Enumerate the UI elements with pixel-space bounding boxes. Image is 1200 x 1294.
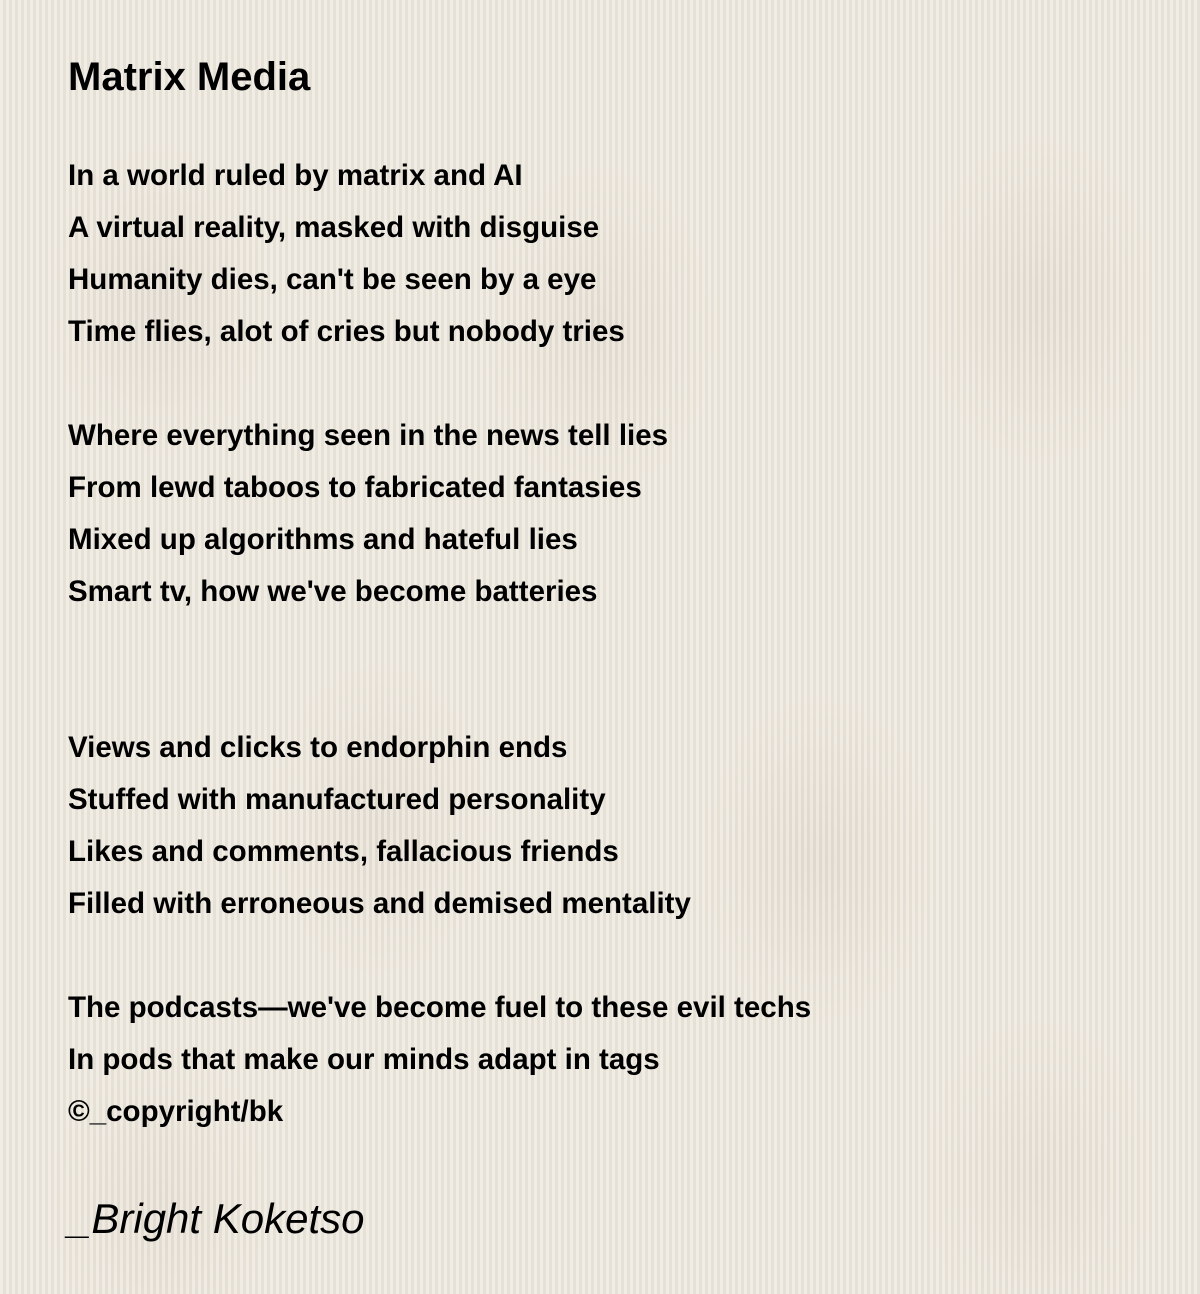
poem-line: The podcasts—we've become fuel to these evil techs <box>68 991 812 1024</box>
poem-line: In pods that make our minds adapt in tags <box>68 1043 660 1076</box>
stanza-break <box>68 358 811 410</box>
stanza-break <box>68 670 811 722</box>
poem-line: In a world ruled by matrix and AI <box>68 159 523 192</box>
poem-line: Time flies, alot of cries but nobody tries <box>68 315 625 348</box>
poem-line: Where everything seen in the news tell lies <box>68 419 669 452</box>
poem-body <box>68 150 811 1138</box>
poem-title: Matrix Media <box>68 55 311 99</box>
copyright-line: ©_copyright/bk <box>68 1095 284 1128</box>
poem-line: A virtual reality, masked with disguise <box>68 211 600 244</box>
poem-line: From lewd taboos to fabricated fantasies <box>68 471 642 504</box>
poem-line: Stuffed with manufactured personality <box>68 783 606 816</box>
poem-line: Humanity dies, can't be seen by a eye <box>68 263 597 296</box>
stanza-break <box>68 618 811 670</box>
poem-line: Smart tv, how we've become batteries <box>68 575 598 608</box>
poem-line: Views and clicks to endorphin ends <box>68 731 568 764</box>
poem-line: Mixed up algorithms and hateful lies <box>68 523 578 556</box>
poem-author: _Bright Koketso <box>68 1195 365 1242</box>
poem-line: Likes and comments, fallacious friends <box>68 835 619 868</box>
poem-line: Filled with erroneous and demised mentality <box>68 887 691 920</box>
stanza-break <box>68 930 811 982</box>
